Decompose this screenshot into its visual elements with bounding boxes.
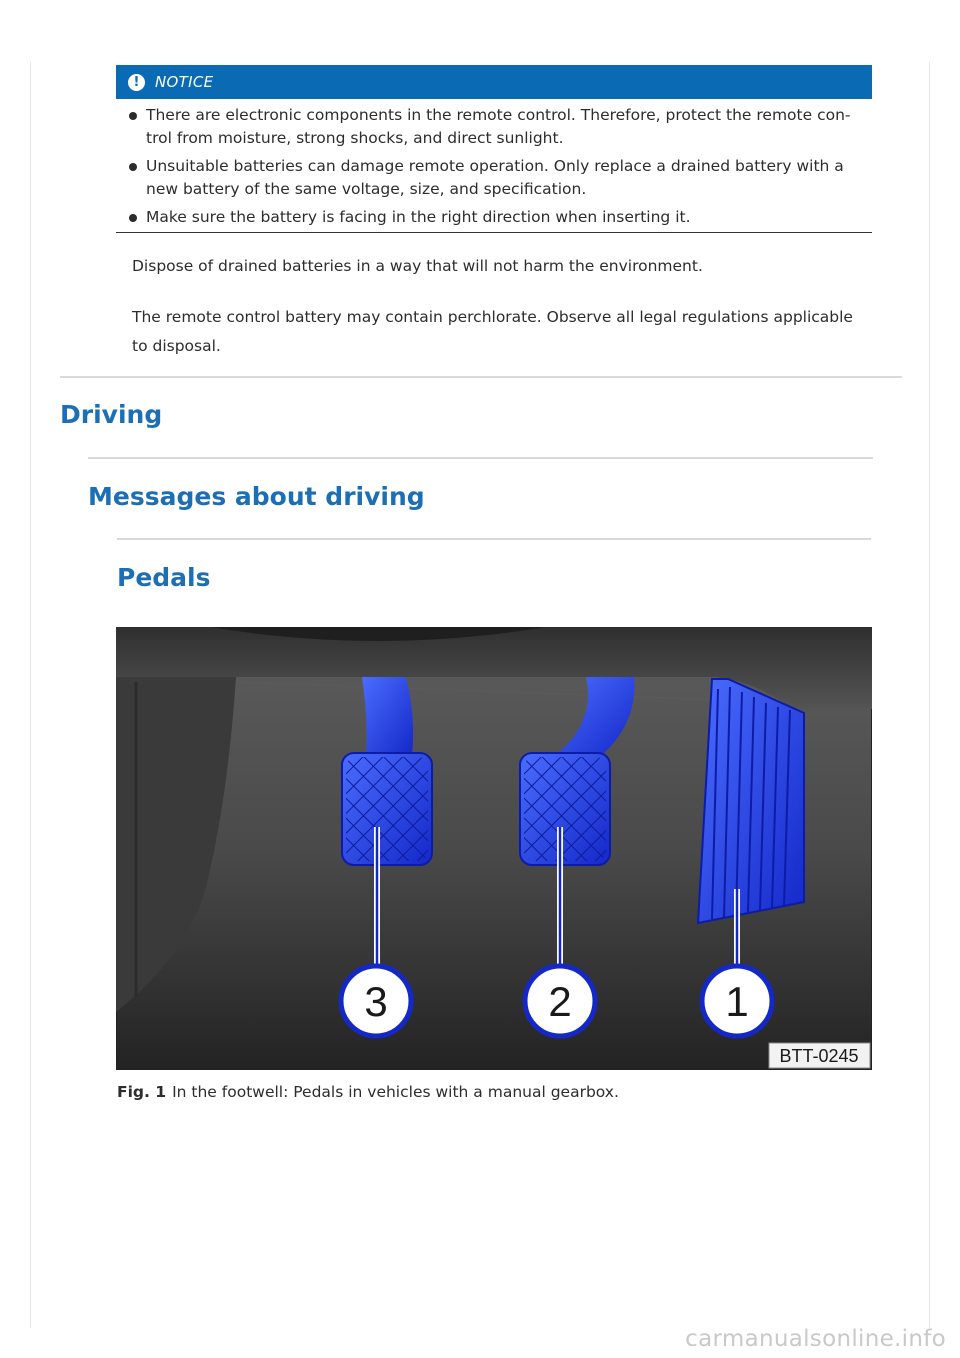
page-margin-left-rule bbox=[30, 62, 31, 1328]
callout-label: 3 bbox=[364, 978, 388, 1025]
notice-bottom-rule bbox=[116, 232, 872, 233]
bullet-icon bbox=[129, 112, 137, 120]
notice-title: NOTICE bbox=[155, 73, 214, 91]
notice-item bbox=[116, 206, 872, 229]
notice-list bbox=[116, 104, 872, 234]
disposal-paragraph: Dispose of drained batteries in a way that will not harm the environment. bbox=[132, 257, 703, 275]
chapter-separator bbox=[60, 376, 902, 378]
figure-caption bbox=[117, 1083, 619, 1101]
figure-caption-text: In the footwell: Pedals in vehicles with a manual gearbox. bbox=[172, 1083, 619, 1101]
notice-item-text: Unsuitable batteries can damage remote operation. Only replace a drained battery with a new battery of the same voltage, size, and specification. bbox=[146, 157, 844, 198]
chapter-title: Driving bbox=[60, 400, 163, 429]
figure-code: BTT-0245 bbox=[779, 1046, 859, 1066]
notice-item bbox=[116, 155, 872, 201]
bullet-icon bbox=[129, 214, 137, 222]
page-margin-right-rule bbox=[929, 62, 930, 1328]
section-separator bbox=[88, 457, 873, 459]
callout-label: 2 bbox=[548, 978, 572, 1025]
exclamation-icon: ! bbox=[128, 74, 145, 91]
figure-caption-label: Fig. 1 bbox=[117, 1083, 167, 1101]
pedals-illustration bbox=[116, 627, 872, 1070]
section-title: Messages about driving bbox=[88, 482, 425, 511]
callout-label: 1 bbox=[725, 978, 749, 1025]
pedals-figure bbox=[116, 627, 872, 1070]
notice-item bbox=[116, 104, 872, 150]
notice-header bbox=[116, 65, 872, 99]
subsection-title: Pedals bbox=[117, 563, 211, 592]
watermark: carmanualsonline.info bbox=[685, 1326, 946, 1352]
bullet-icon bbox=[129, 163, 137, 171]
subsection-separator bbox=[117, 538, 871, 540]
notice-item-text: Make sure the battery is facing in the right direction when inserting it. bbox=[146, 208, 691, 226]
notice-item-text: There are electronic components in the remote control. Therefore, protect the remote con-trol from moisture, strong shocks, and direct sunlight. bbox=[146, 106, 851, 147]
perchlorate-paragraph: The remote control battery may contain perchlorate. Observe all legal regulations applicable to disposal. bbox=[132, 308, 853, 355]
